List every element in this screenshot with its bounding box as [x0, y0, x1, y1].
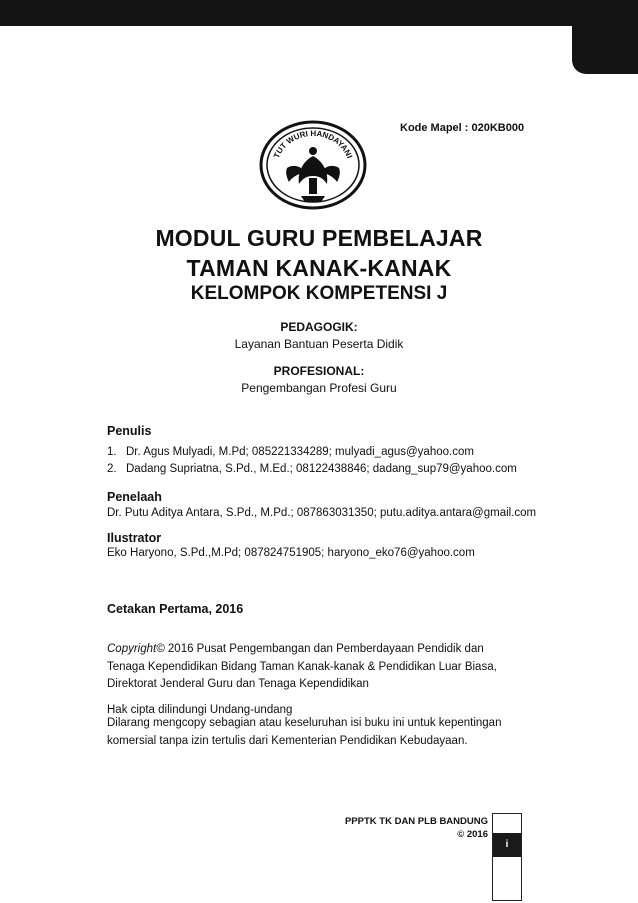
page-number: i	[505, 839, 509, 850]
penelaah-text: Dr. Putu Aditya Antara, S.Pd., M.Pd.; 087863031350; putu.aditya.antara@gmail.com	[107, 507, 537, 519]
corner-tab	[572, 0, 638, 74]
rights-line-3: komersial tanpa izin tertulis dari Kementerian Pendidikan Kebudayaan.	[107, 735, 468, 747]
list-number: 2.	[107, 463, 117, 475]
title-line-1: MODUL GURU PEMBELAJAR	[155, 225, 483, 251]
footer-year: © 2016	[457, 829, 488, 840]
ilustrator-text: Eko Haryono, S.Pd.,M.Pd; 087824751905; haryono_eko76@yahoo.com	[107, 547, 475, 559]
pedagogik-label: PEDAGOGIK:	[280, 320, 358, 334]
copyright-line-3: Direktorat Jenderal Guru dan Tenaga Kependidikan	[107, 678, 369, 690]
penulis-item	[107, 446, 474, 458]
ilustrator-heading: Ilustrator	[107, 531, 162, 545]
rights-line-1: Hak cipta dilindungi Undang-undang	[107, 704, 293, 716]
cetakan-text: Cetakan Pertama, 2016	[107, 602, 244, 616]
profesional-value: Pengembangan Profesi Guru	[241, 381, 397, 395]
emblem-text: TUT WURI HANDAYANI	[272, 128, 355, 160]
page-number-box	[492, 813, 522, 901]
copyright-line-1	[107, 643, 484, 655]
copyright-line-1-text: 2016 Pusat Pengembangan dan Pemberdayaan Pendidik dan	[164, 643, 484, 655]
profesional-label: PROFESIONAL:	[273, 364, 365, 378]
rights-line-2: Dilarang mengcopy sebagian atau keseluruhan isi buku ini untuk kepentingan	[107, 717, 502, 729]
footer-publisher: PPPTK TK DAN PLB BANDUNG	[344, 816, 488, 827]
penulis-text: Dr. Agus Mulyadi, M.Pd; 085221334289; mulyadi_agus@yahoo.com	[126, 446, 474, 458]
pedagogik-value: Layanan Bantuan Peserta Didik	[234, 337, 404, 351]
penulis-text: Dadang Supriatna, S.Pd., M.Ed.; 08122438846; dadang_sup79@yahoo.com	[126, 463, 517, 475]
list-number: 1.	[107, 446, 117, 458]
penelaah-heading: Penelaah	[107, 490, 162, 504]
penulis-heading: Penulis	[107, 424, 152, 438]
penulis-item	[107, 463, 517, 475]
copyright-prefix: Copyright©	[107, 643, 165, 655]
kode-mapel: Kode Mapel : 020KB000	[400, 122, 525, 134]
tut-wuri-handayani-logo-icon	[257, 118, 369, 212]
title-line-3: KELOMPOK KOMPETENSI J	[190, 283, 448, 304]
top-header-bar	[0, 0, 638, 26]
title-line-2: TAMAN KANAK-KANAK	[186, 255, 452, 281]
copyright-line-2: Tenaga Kependidikan Bidang Taman Kanak-kanak & Pendidikan Luar Biasa,	[107, 661, 497, 673]
